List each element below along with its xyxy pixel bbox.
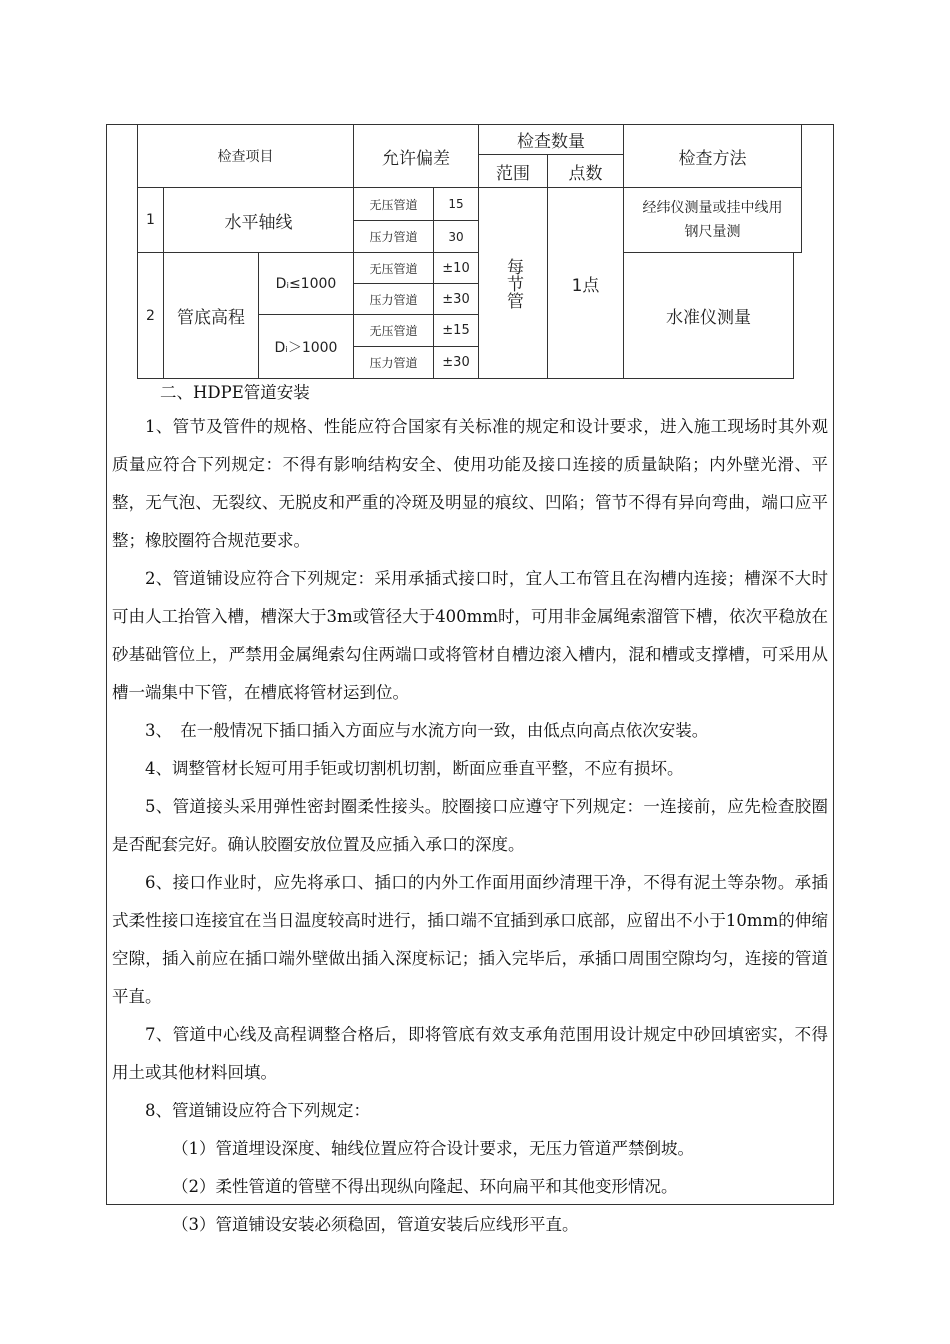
paragraph-2: 2、管道铺设应符合下列规定：采用承插式接口时，宜人工布管且在沟槽内连接；槽深不大时可由人工抬管入槽，槽深大于3m或管径大于400mm时，可用非金属绳索溜管下槽，依次平稳放在砂基础管位上，严禁用金属绳索勾住两端口或将管材自槽边滚入槽内，混和槽或支撑槽，可采用从槽一端集中下管，在槽底将管材运到位。: [112, 569, 828, 702]
paragraph-8: 8、管道铺设应符合下列规定：: [145, 1101, 370, 1120]
subitem-1: （1）管道埋设深度、轴线位置应符合设计要求，无压力管道严禁倒坡。: [172, 1139, 694, 1158]
row2-value-4: ±30: [433, 346, 479, 379]
row1-number: 1: [137, 187, 164, 253]
header-range: 范围: [478, 154, 548, 188]
range-value-text: 每节管: [503, 257, 523, 309]
row2-condition-1: Dᵢ≤1000: [258, 252, 354, 315]
row1-method: 经纬仪测量或挂中线用钢尺量测: [623, 187, 802, 253]
row2-type-4: 压力管道: [353, 346, 434, 379]
body-text: [112, 378, 828, 1244]
row2-method: 水准仪测量: [623, 252, 794, 379]
row1-type-1: 无压管道: [353, 187, 434, 221]
row2-number: 2: [137, 252, 164, 379]
row2-value-2: ±30: [433, 283, 479, 315]
paragraph-5: 5、管道接头采用弹性密封圈柔性接头。胶圈接口应遵守下列规定：一连接前，应先检查胶圈是否配套完好。确认胶圈安放位置及应插入承口的深度。: [112, 797, 828, 854]
row1-value-2: 30: [433, 220, 479, 253]
row1-type-2: 压力管道: [353, 220, 434, 253]
subitem-2: （2）柔性管道的管壁不得出现纵向隆起、环向扁平和其他变形情况。: [172, 1177, 678, 1196]
row1-value-1: 15: [433, 187, 479, 221]
header-check-item: 检查项目: [137, 124, 354, 188]
row2-type-2: 压力管道: [353, 283, 434, 315]
paragraph-6: 6、接口作业时，应先将承口、插口的内外工作面用面纱清理干净，不得有泥土等杂物。承插式柔性接口连接宜在当日温度较高时进行，插口端不宜插到承口底部，应留出不小于10mm的伸缩空隙，插入前应在插口端外壁做出插入深度标记；插入完毕后，承插口周围空隙均匀，连接的管道平直。: [112, 873, 828, 1006]
header-method: 检查方法: [623, 124, 802, 188]
paragraph-4: 4、调整管材长短可用手钜或切割机切割，断面应垂直平整，不应有损坏。: [145, 759, 684, 778]
points-value: 1点: [547, 187, 624, 379]
paragraph-7: 7、管道中心线及高程调整合格后，即将管底有效支承角范围用设计规定中砂回填密实，不得用土或其他材料回填。: [112, 1025, 828, 1082]
section-title: 二、HDPE管道安装: [160, 383, 310, 402]
header-points: 点数: [547, 154, 624, 188]
range-value: [478, 187, 548, 379]
row2-condition-2: Dᵢ＞1000: [258, 314, 354, 379]
row1-item: 水平轴线: [163, 187, 354, 253]
header-tolerance: 允许偏差: [353, 124, 479, 188]
row2-value-1: ±10: [433, 252, 479, 284]
header-quantity: 检查数量: [478, 124, 624, 155]
paragraph-1: 1、管节及管件的规格、性能应符合国家有关标准的规定和设计要求，进入施工现场时其外观质量应符合下列规定：不得有影响结构安全、使用功能及接口连接的质量缺陷；内外壁光滑、平整，无气泡、无裂纹、无脱皮和严重的冷斑及明显的痕纹、凹陷；管节不得有异向弯曲，端口应平整；橡胶圈符合规范要求。: [112, 417, 828, 550]
subitem-3: （3）管道铺设安装必须稳固，管道安装后应线形平直。: [172, 1215, 579, 1234]
row2-type-3: 无压管道: [353, 314, 434, 347]
paragraph-3: 3、 在一般情况下插口插入方面应与水流方向一致，由低点向高点依次安装。: [145, 721, 709, 740]
row2-type-1: 无压管道: [353, 252, 434, 284]
row2-item: 管底高程: [163, 252, 259, 379]
row2-value-3: ±15: [433, 314, 479, 347]
